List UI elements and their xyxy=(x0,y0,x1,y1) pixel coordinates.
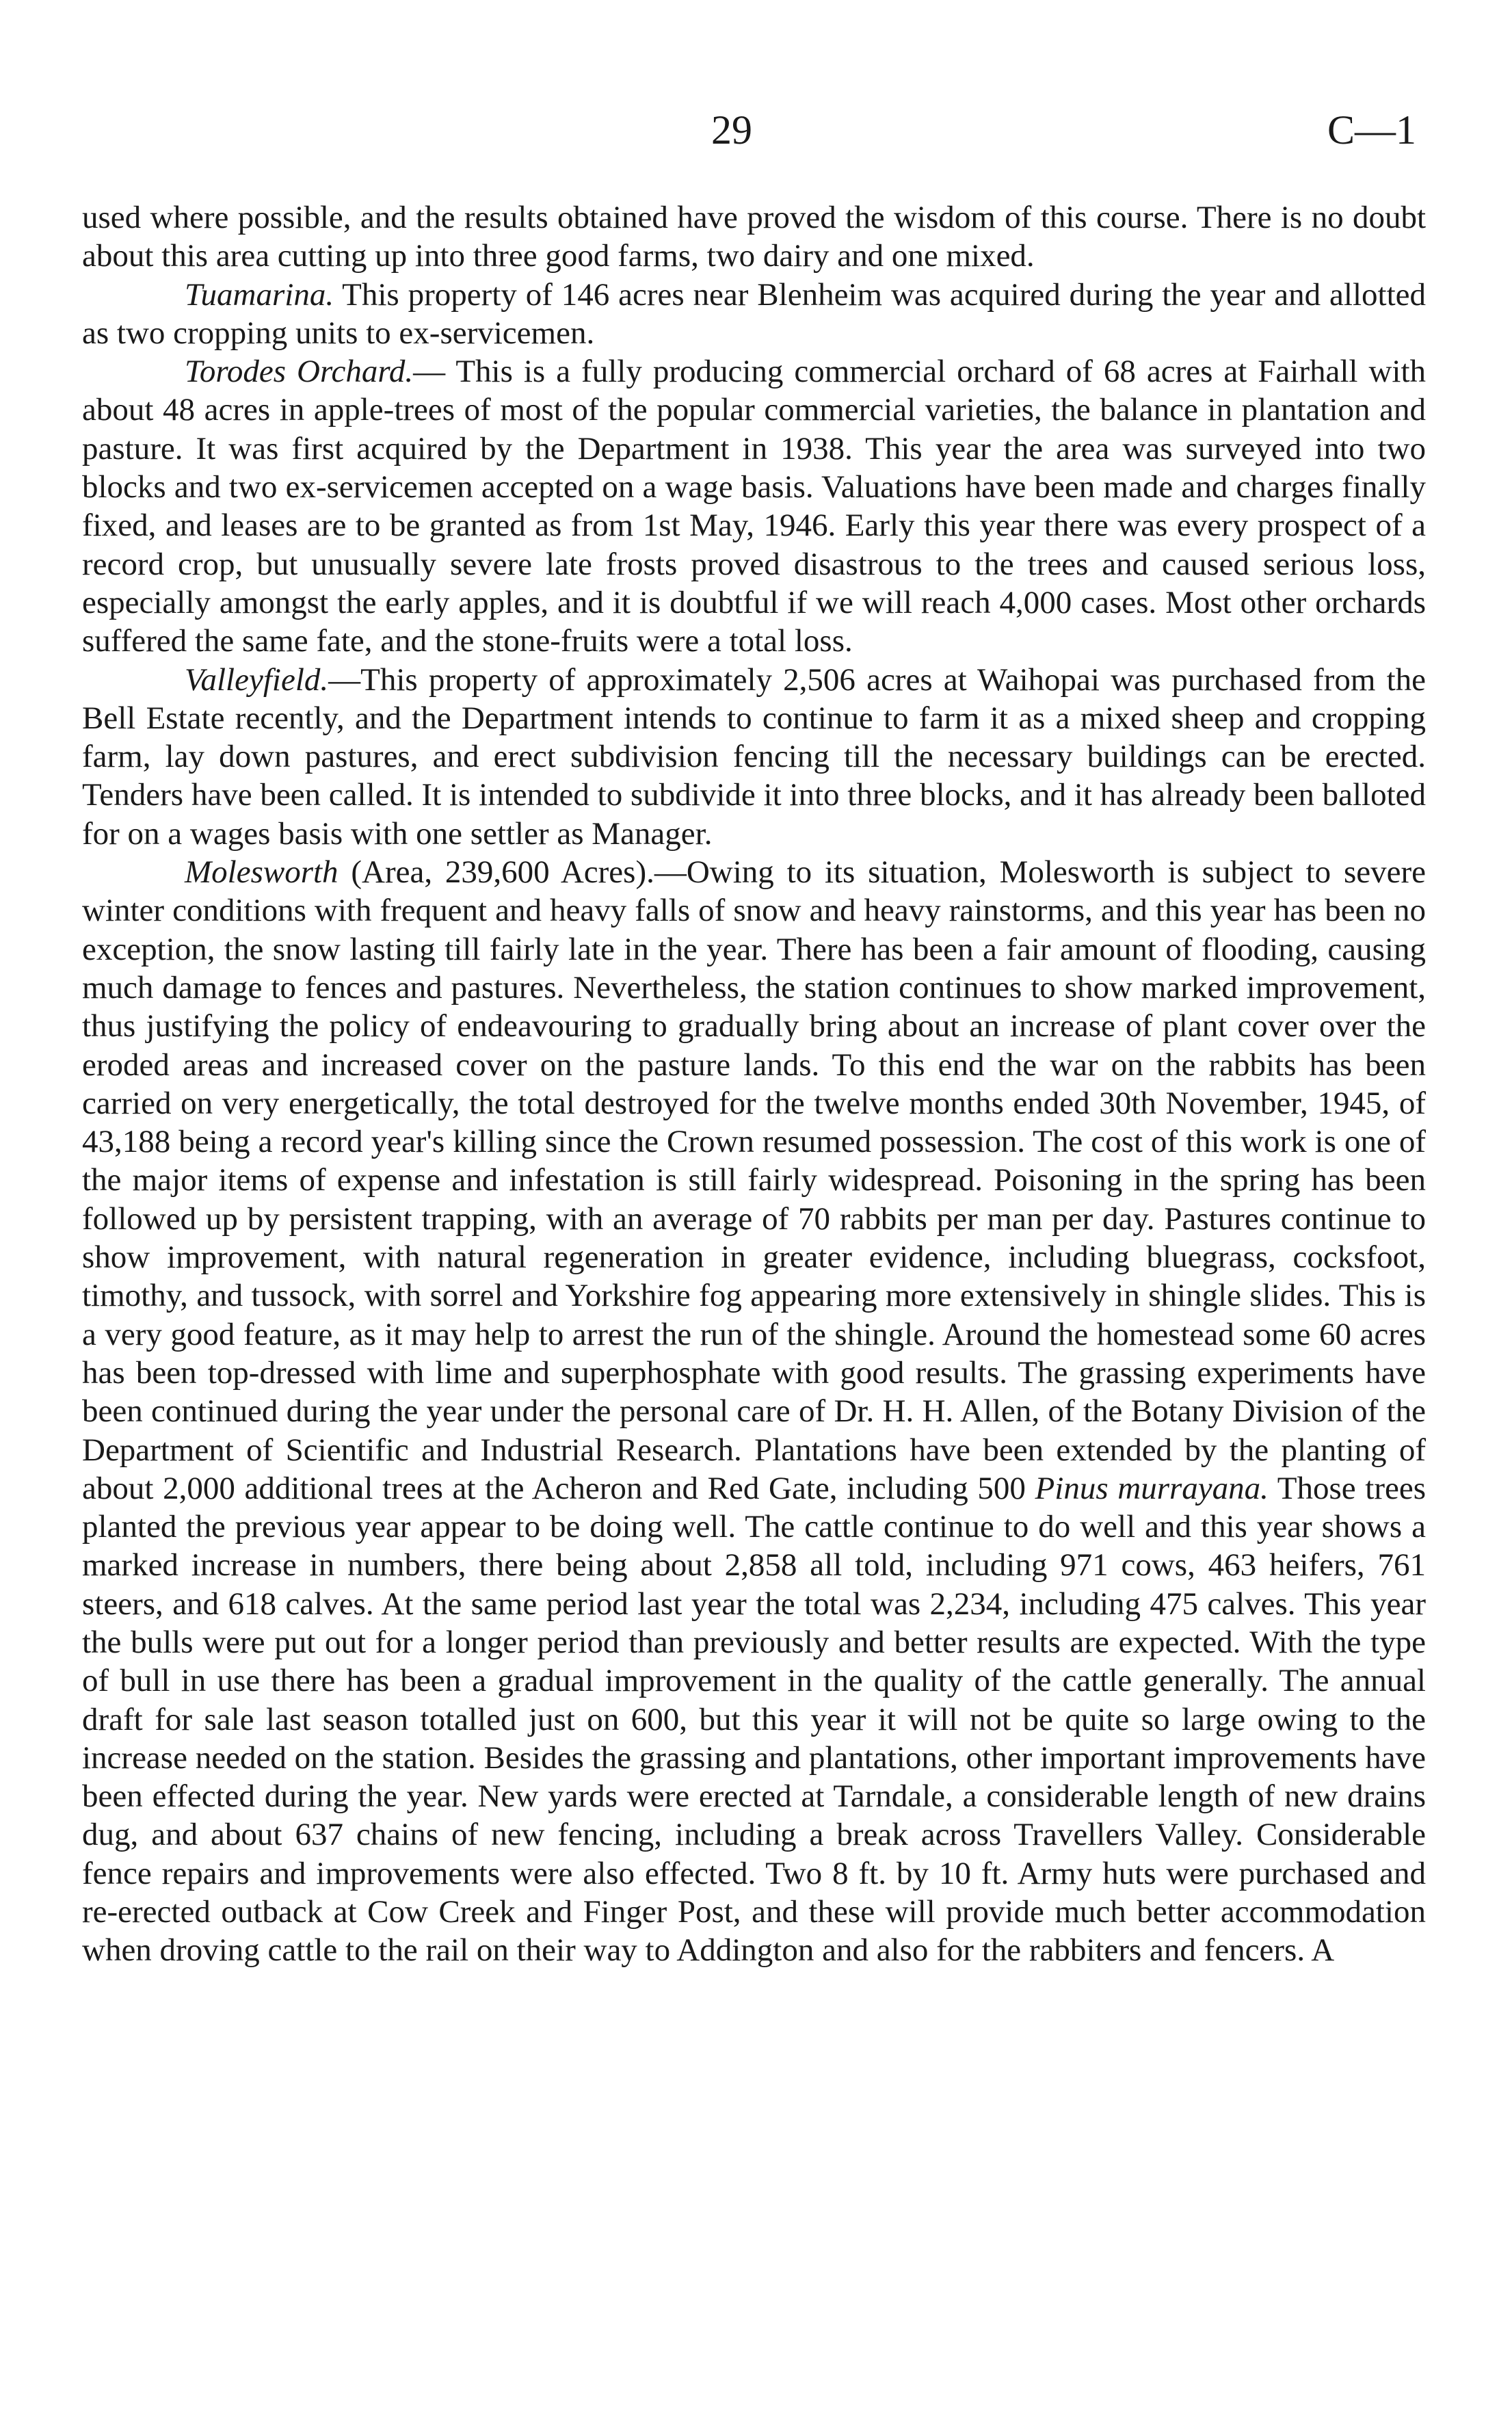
paragraph-text: —This property of approximately 2,506 acres at Waihopai was purchased from the Bell Estate recently, and the Department intends to continue to farm it as a mixed sheep and cropping farm, lay down pastures, and erect subdivision fencing till the necessary buildings can be erected. Tenders have been called. It is intended to subdivide it into three blocks, and it has already been balloted for on a wages basis with one settler as Manager. xyxy=(82,661,1426,852)
paragraph-lead: Torodes Orchard. xyxy=(185,354,414,390)
paragraph-text-continued: Those trees planted the previous year appear to be doing well. The cattle continue to do well and this year shows a marked increase in numbers, there being about 2,858 all told, including 971 cows, 463 heifers, 761 steers, and 618 calves. At the same period last year the total was 2,234, including 475 calves. This year the bulls were put out for a longer period than previously and better results are expected. With the type of bull in use there has been a gradual improvement in the quality of the cattle generally. The annual draft for sale last season totalled just on 600, but this year it will not be quite so large owing to the increase needed on the station. Besides the grassing and plantations, other important improvements have been effected during the year. New yards were erected at Tarndale, a considerable length of new drains dug, and about 637 chains of new fencing, including a break across Travellers Valley. Considerable fence repairs and improvements were also effected. Two 8 ft. by 10 ft. Army huts were purchased and re-erected outback at Cow Creek and Finger Post, and these will provide much better accommodation when droving cattle to the rail on their way to Addington and also for the rabbiters and fencers. A xyxy=(82,1470,1426,1969)
paragraph-tuamarina xyxy=(82,276,1426,353)
species-name: Pinus murrayana. xyxy=(1035,1470,1269,1506)
paragraph-molesworth xyxy=(82,853,1426,1970)
body-text xyxy=(82,198,1426,1970)
paragraph-lead: Tuamarina. xyxy=(185,276,334,313)
paragraph-lead: Valleyfield. xyxy=(185,661,329,698)
document-reference: C—1 xyxy=(1327,107,1416,153)
paragraph-text: (Area, 239,600 Acres).—Owing to its situation, Molesworth is subject to severe winter conditions with frequent and heavy falls of snow and heavy rainstorms, and this year has been no exception, the snow lasting till fairly late in the year. There has been a fair amount of flooding, causing much damage to fences and pastures. Nevertheless, the station continues to show marked improvement, thus justifying the policy of endeavouring to gradually bring about an increase of plant cover over the eroded areas and increased cover on the pasture lands. To this end the war on the rabbits has been carried on very energetically, the total destroyed for the twelve months ended 30th November, 1945, of 43,188 being a record year's killing since the Crown resumed possession. The cost of this work is one of the major items of expense and infestation is still fairly widespread. Poisoning in the spring has been followed up by persistent trapping, with an average of 70 rabbits per man per day. Pastures continue to show improvement, with natural regeneration in greater evidence, including bluegrass, cocksfoot, timothy, and tussock, with sorrel and Yorkshire fog appearing more extensively in shingle slides. This is a very good feature, as it may help to arrest the run of the shingle. Around the homestead some 60 acres has been top-dressed with lime and superphosphate with good results. The grassing experiments have been continued during the year under the personal care of Dr. H. H. Allen, of the Botany Division of the Department of Scientific and Industrial Research. Plantations have been extended by the planting of about 2,000 additional trees at the Acheron and Red Gate, including 500 xyxy=(82,854,1426,1506)
page-number: 29 xyxy=(711,107,752,153)
paragraph-torodes-orchard xyxy=(82,352,1426,660)
paragraph-lead: Molesworth xyxy=(185,854,339,891)
paragraph-continuation xyxy=(82,198,1426,276)
paragraph-text: used where possible, and the results obtained have proved the wisdom of this course. There is no doubt about this area cutting up into three good farms, two dairy and one mixed. xyxy=(82,200,1426,274)
paragraph-text: — This is a fully producing commercial orchard of 68 acres at Fairhall with about 48 acres in apple-trees of most of the popular commercial varieties, the balance in plantation and pasture. It was first acquired by the Department in 1938. This year the area was surveyed into two blocks and two ex-servicemen accepted on a wage basis. Valuations have been made and charges finally fixed, and leases are to be granted as from 1st May, 1946. Early this year there was every prospect of a record crop, but unusually severe late frosts proved disastrous to the trees and caused serious loss, especially amongst the early apples, and it is doubtful if we will reach 4,000 cases. Most other orchards suffered the same fate, and the stone-fruits were a total loss. xyxy=(82,354,1427,659)
paragraph-text: This property of 146 acres near Blenheim was acquired during the year and allotted as two cropping units to ex-servicemen. xyxy=(82,276,1426,351)
paragraph-valleyfield xyxy=(82,661,1426,853)
